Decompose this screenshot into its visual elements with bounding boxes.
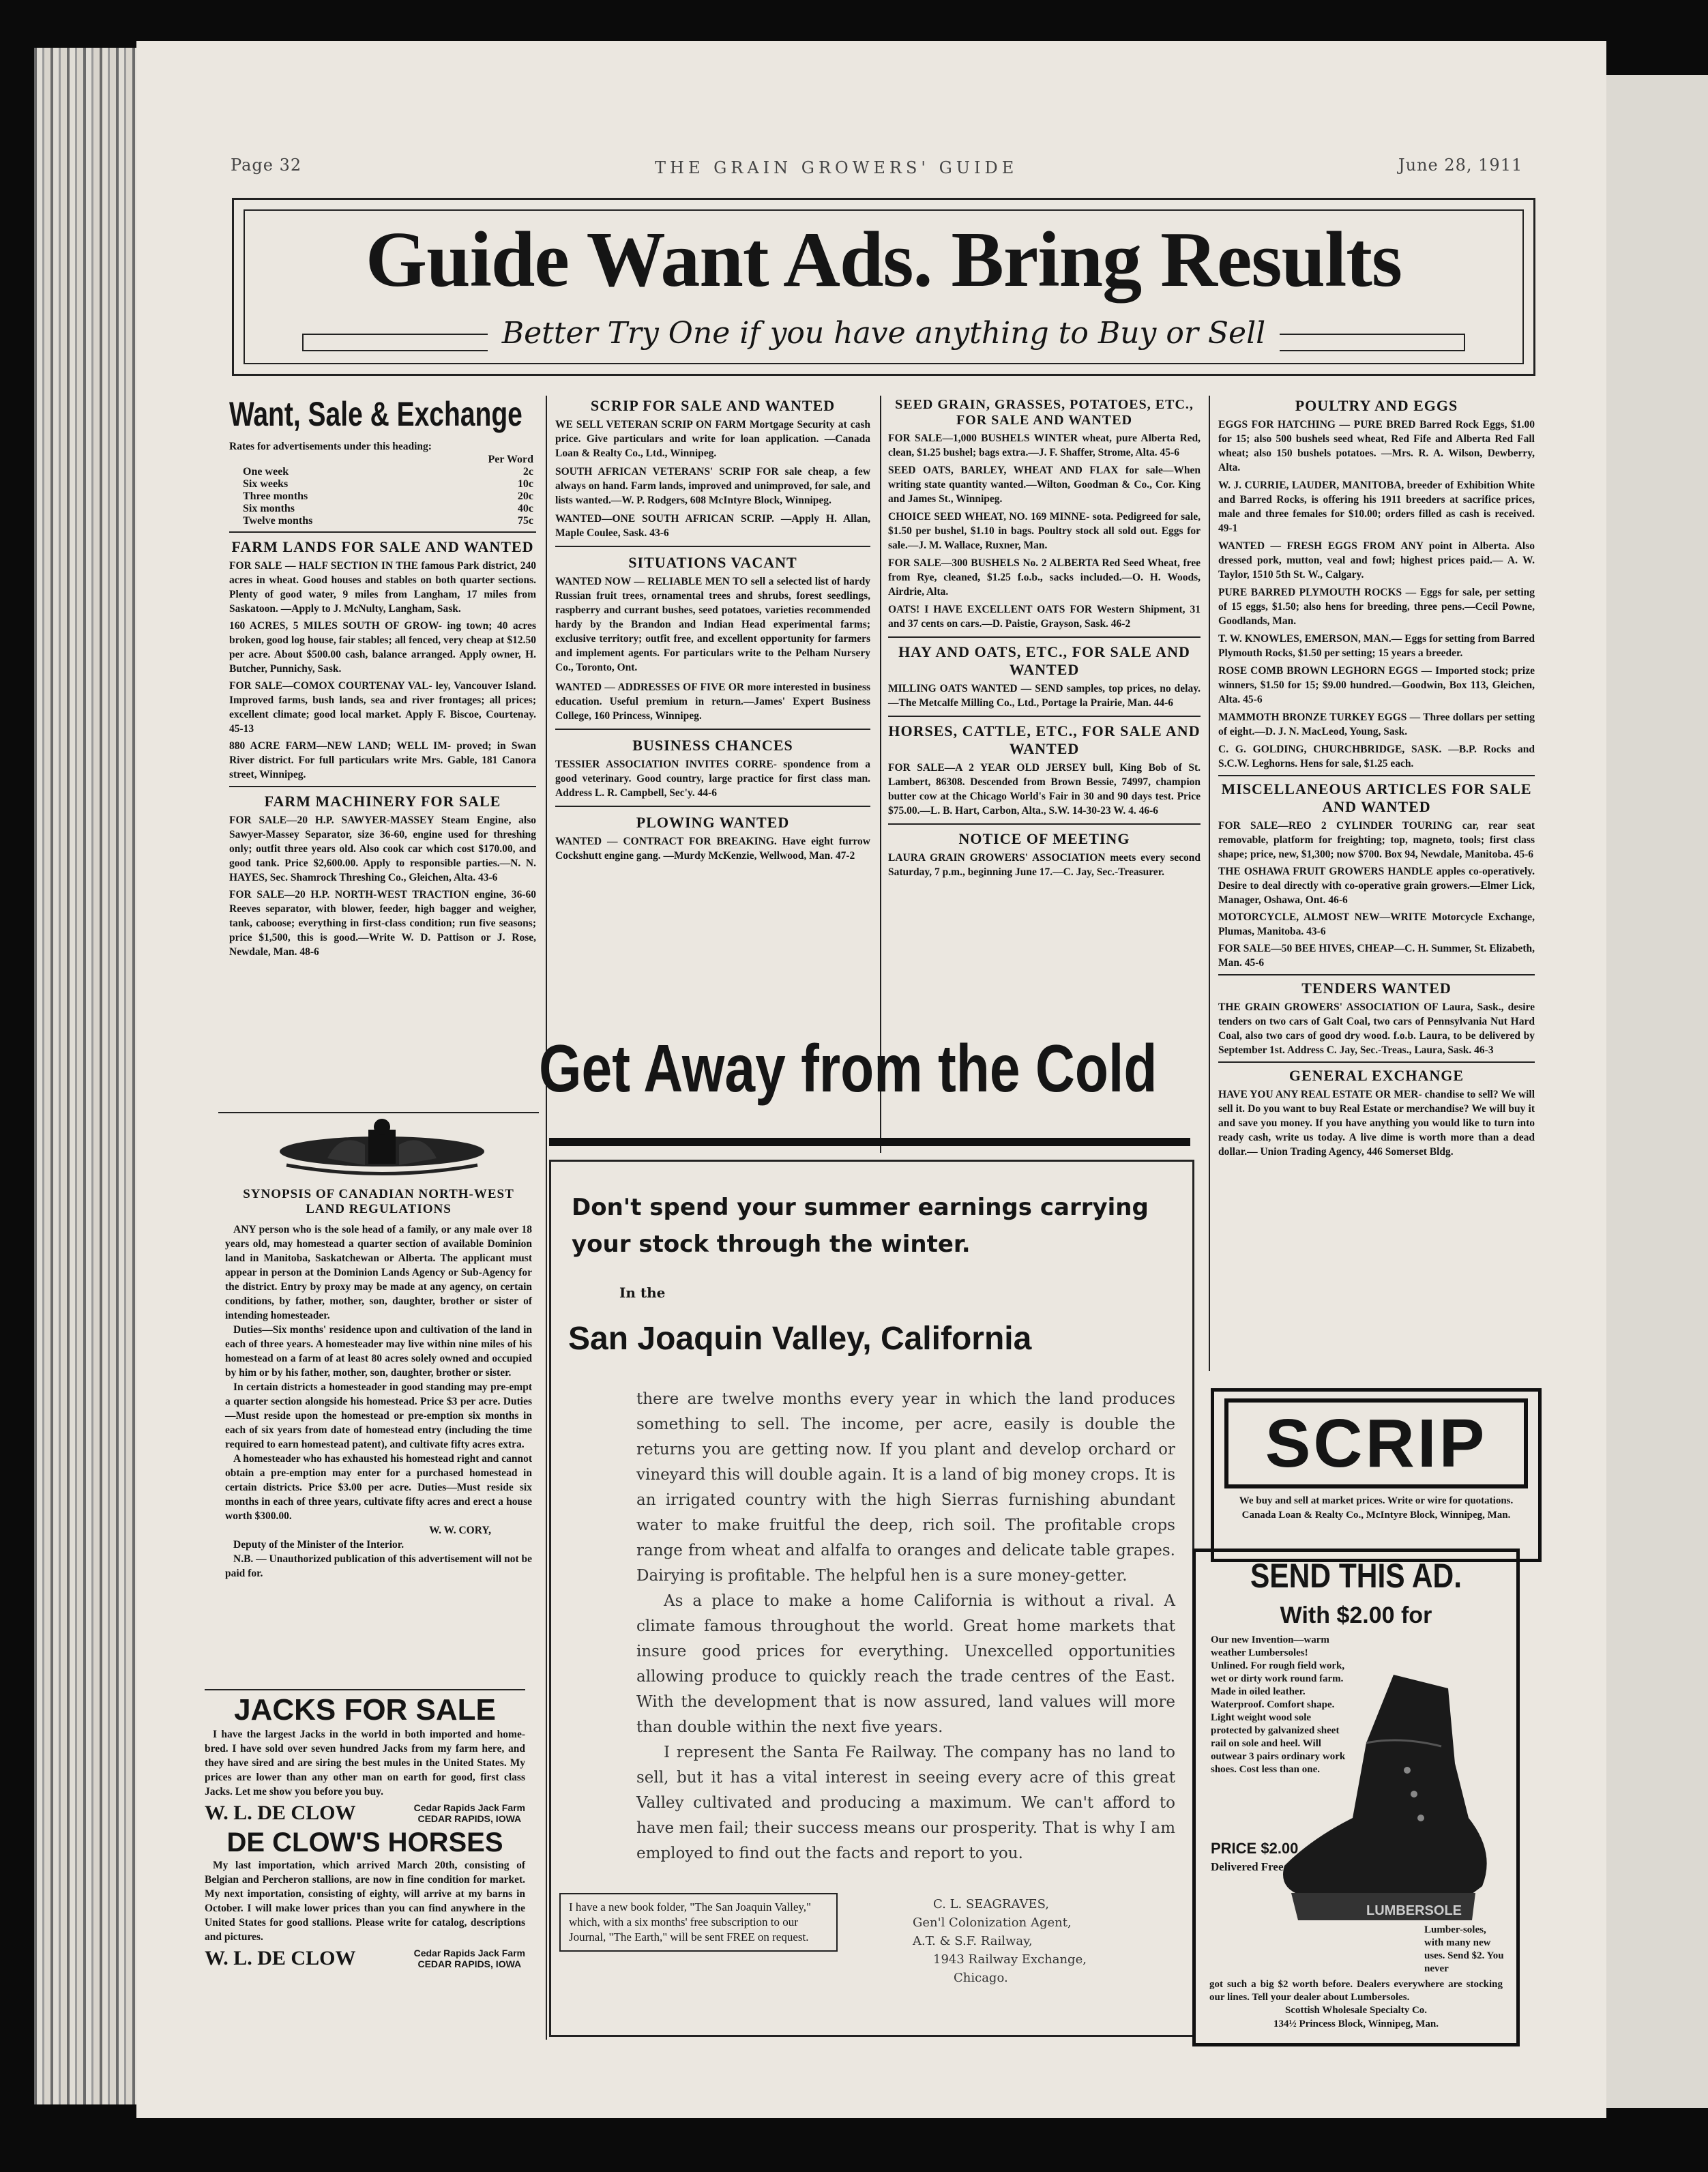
jacks-ad (205, 1689, 525, 1970)
ad-item: ROSE COMB BROWN LEGHORN EGGS — Imported stock; prize winners, $1.50 for 15; $9.00 hundred.—Goodwin, Box 113, Gleichen, Alta. 45-6 (1218, 665, 1535, 705)
cold-ad-rule (549, 1138, 1190, 1146)
ad-item: LAURA GRAIN GROWERS' ASSOCIATION meets every second Saturday, 7 p.m., beginning June 17.—C. Jay, Sec.-Treasurer. (888, 852, 1201, 878)
paper-title: THE GRAIN GROWERS' GUIDE (655, 158, 1018, 177)
send-ad-sub: With $2.00 for (1280, 1602, 1432, 1628)
cold-ad-in-the: In the (619, 1285, 666, 1301)
jacks-sig-farm: Cedar Rapids Jack Farm (413, 1802, 525, 1813)
cold-ad-box (549, 1160, 1194, 2037)
situations-title: SITUATIONS VACANT (628, 554, 797, 571)
jacks-sig-name: W. L. DE CLOW (205, 1802, 356, 1824)
jacks-title: JACKS FOR SALE (234, 1693, 496, 1727)
ad-item: HAVE YOU ANY REAL ESTATE OR MER- chandise to sell? We will sell it. Do you want to buy Real Estate or merchandise? We will buy it and save you money. If you have anything you would like to turn into ready cash, write us today. A live dime is worth more than a dead dollar.— Union Trading Agency, 446 Somerset Bldg. (1218, 1089, 1535, 1158)
cold-ad-paragraph: As a place to make a home California is without a rival. A climate famous throughout the world. Great home markets that insure good prices for everything. Unexcelled opportunities allowing produce to quickly reach the trade centres of the East. With the development that is now assured, land values will more than double within the next five years. (636, 1592, 1175, 1736)
jacks-body: I have the largest Jacks in the world in both imported and home-bred. I have sold over seven hundred Jacks from my farm here, and they have sired and are siring the best mules in the United States. My prices are lower than any other man on earth for good, first class Jacks. Let me show you before you buy. (205, 1729, 525, 1797)
scrip-title: SCRIP FOR SALE AND WANTED (590, 397, 836, 414)
ad-item: FOR SALE—20 H.P. NORTH-WEST TRACTION engine, 36-60 Reeves separator, with blower, feeder, high bagger and weigher, tank, caboose; everything in first-class condition; run five seasons; price $1,500, this is good.—Write W. D. Pattison or J. Rose, Newdale, Man. 48-6 (229, 889, 537, 958)
ad-item: FOR SALE — HALF SECTION IN THE famous Park district, 240 acres in wheat. Good houses and stables on both quarter sections. Plenty of good water, 9 miles from Langham, 17 miles from Saskatoon. —Apply to J. McNulty, Langham, Sask. (229, 560, 536, 615)
ad-item: MILLING OATS WANTED — SEND samples, top prices, no delay.—The Metcalfe Milling Co., Ltd., Portage la Prairie, Man. 44-6 (888, 683, 1201, 709)
synopsis-note: N.B. — Unauthorized publication of this advertisement will not be paid for. (225, 1553, 532, 1579)
column-4 (1218, 397, 1535, 1159)
boot-icon (1250, 1661, 1496, 1948)
sole-label: LUMBERSOLE (1366, 1903, 1462, 1918)
rates-header: Per Word (488, 454, 533, 465)
cold-ad-sig-address: 1943 Railway Exchange, (933, 1952, 1087, 1967)
tenders-title: TENDERS WANTED (1301, 980, 1452, 997)
synopsis-block (225, 1187, 532, 1581)
horses-sig-name: W. L. DE CLOW (205, 1947, 356, 1969)
cold-ad-sig-company: A.T. & S.F. Railway, (913, 1934, 1033, 1948)
ad-item: WANTED — FRESH EGGS FROM ANY point in Alberta. Also dressed pork, mutton, veal and fowl; highest prices paid.— A. W. Taylor, 1510 5th St. W., Calgary. (1218, 540, 1535, 581)
scrip-ad-body: We buy and sell at market prices. Write or wire for quotations. Canada Loan & Realty Co., McIntyre Block, Winnipeg, Man. (1239, 1495, 1514, 1521)
farm-lands-title: FARM LANDS FOR SALE AND WANTED (231, 538, 534, 555)
ad-item: CHOICE SEED WHEAT, NO. 169 MINNE- sota. Pedigreed for sale, $1.50 per bushel, $1.10 in bags. Poultry stock all sold out. Eggs for sale.—J. M. Wallace, Ruxner, Man. (888, 511, 1201, 551)
synopsis-signature: W. W. CORY, (429, 1525, 491, 1536)
ad-item: FOR SALE—50 BEE HIVES, CHEAP—C. H. Summer, St. Elizabeth, Man. 45-6 (1218, 943, 1535, 969)
ad-item: FOR SALE—REO 2 CYLINDER TOURING car, rear seat removable, platform for freighting; top, magneto, tools; first class shape; price, new, $1,300; now $700. Box 94, Newdale, Manitoba. 45-6 (1218, 820, 1535, 860)
ad-item: FOR SALE—COMOX COURTENAY VAL- ley, Vancouver Island. Improved farms, bush lands, sea and river frontages; all prices; excellent climate; good local market. Apply F. Biscoe, Courtenay. 45-13 (229, 680, 536, 735)
cold-ad-body (636, 1387, 1175, 1866)
rate-term: Six months (243, 503, 295, 514)
ad-item: WANTED—ONE SOUTH AFRICAN SCRIP. —Apply H. Allan, Maple Coulee, Sask. 43-6 (555, 513, 870, 539)
cold-ad-headline: Get Away from the Cold (539, 1031, 1158, 1106)
cold-ad-valley: San Joaquin Valley, California (568, 1321, 1032, 1357)
cold-ad-sig-name: C. L. SEAGRAVES, (933, 1897, 1050, 1911)
lumbersole-ad (1192, 1549, 1520, 2046)
ad-item: FOR SALE—300 BUSHELS No. 2 ALBERTA Red Seed Wheat, free from Rye, cleaned, $1.25 f.o.b., sacks included.—O. H. Woods, Airdrie, Alta. (888, 557, 1201, 598)
ad-item: 880 ACRE FARM—NEW LAND; WELL IM- proved; in Swan River district. For full particulars write Mrs. Gable, 181 Canora street, Winnipeg. (229, 740, 537, 780)
page-number: Page 32 (231, 156, 302, 175)
send-ad-address: 134½ Princess Block, Winnipeg, Man. (1273, 2019, 1439, 2029)
want-sale-title: Want, Sale & Exchange (229, 395, 522, 433)
cold-ad-signature (913, 1895, 1087, 1987)
meeting-title: NOTICE OF MEETING (958, 830, 1130, 847)
banner-tagline: Better Try One if you have anything to Buy or Sell (501, 316, 1266, 351)
synopsis-signature-title: Deputy of the Minister of the Interior. (233, 1539, 404, 1551)
ad-item: SOUTH AFRICAN VETERANS' SCRIP FOR sale cheap, a few always on hand. Farm lands, improved and unimproved, for sale, and lists wanted.—W. P. Rodgers, 608 McIntyre Block, Winnipeg. (555, 466, 871, 506)
ad-item: W. J. CURRIE, LAUDER, MANITOBA, breeder of Exhibition White and Barred Rocks, is offering his 1911 breeders at sacrifice prices, male and three females for $10.00; orders filled as cash is received. 49-1 (1218, 480, 1535, 534)
horses-sig-city: CEDAR RAPIDS, IOWA (417, 1958, 522, 1969)
book-spine (34, 48, 143, 2104)
ad-item: PURE BARRED PLYMOUTH ROCKS — Eggs for sale, per setting of 15 eggs, $1.50; also hens for breeding, three pens.—Cecil Powne, Goodlands, Man. (1218, 587, 1535, 627)
rate-term: Twelve months (243, 515, 313, 527)
want-ads-banner (232, 198, 1535, 376)
scrip-ad-headline: SCRIP (1224, 1398, 1528, 1488)
ad-item: FOR SALE—1,000 BUSHELS WINTER wheat, pure Alberta Red, clean, $1.25 bushel; bags extra.—J. F. Shaffer, Strome, Alta. 45-6 (888, 432, 1201, 458)
ad-item: C. G. GOLDING, CHURCHBRIDGE, SASK. —B.P. Rocks and S.C.W. Leghorns. Hens for sale, $1.25 each. (1218, 744, 1535, 769)
send-ad-body: Our new Invention—warm weather Lumbersoles! Unlined. For rough field work, wet or dirty work round farm. Made in oiled leather. Waterproof. Comfort shape. Light weight wood sole protected by galvanized sheet rail on sole and heel. Will outwear 3 pairs ordinary work shoes. Cost less than one. (1211, 1634, 1346, 1775)
ad-item: 160 ACRES, 5 MILES SOUTH OF GROW- ing town; 40 acres broken, good log house, fair stables; all fenced, very cheap at $12.50 per acre. About $500.00 cash, balance arranged. Apply owner, H. Butcher, Punnichy, Sask. (229, 620, 536, 675)
column-rule (1209, 396, 1210, 1371)
ad-item: THE GRAIN GROWERS' ASSOCIATION OF Laura, Sask., desire tenders on two cars of Galt Coal, two cars of Pennsylvania Nut Hard Coal, also two cars of good dry wood. f.o.b. Laura, to be delivered by September 1st. Address C. Jay, Sec.-Treas., Laura, Sask. 46-3 (1218, 1001, 1535, 1056)
cold-ad-paragraph: I represent the Santa Fe Railway. The company has no land to sell, but it has a vital interest in seeing every acre of this great Valley cultivated and producing a maximum. We can't afford to have men fail; their success means our prosperity. That is why I am employed to find out the facts and report to you. (636, 1744, 1175, 1862)
ad-item: EGGS FOR HATCHING — PURE BRED Barred Rock Eggs, $1.00 for 15; also 500 bushels seed wheat, Red Fife and Alberta Red Fall wheat; also 150 bushels potatoes. —Mrs. R. A. Wilson, Dewberry, Alta. (1218, 419, 1535, 473)
send-ad-company: Scottish Wholesale Specialty Co. (1284, 2005, 1428, 2016)
rate-price: 40c (517, 503, 533, 514)
rates-intro: Rates for advertisements under this heading: (229, 441, 432, 452)
cold-ad-intro: Don't spend your summer earnings carrying your stock through the winter. (572, 1194, 1149, 1258)
synopsis-title: SYNOPSIS OF CANADIAN NORTH-WEST LAND REGULATIONS (243, 1187, 514, 1216)
jacks-sig-city: CEDAR RAPIDS, IOWA (417, 1813, 522, 1824)
column-3 (888, 397, 1201, 879)
ad-item: FOR SALE—20 H.P. SAWYER-MASSEY Steam Engine, also Sawyer-Massey Separator, size 36-60, engine used for threshing only; outfit three years old. Also cook car which cost $170.00, and good tank. Price $2,600.00. Apply to responsible parties.—N. N. HAYES, Sec. Shamrock Threshing Co., Gleichen, Alta. 43-6 (229, 814, 536, 883)
ad-item: OATS! I HAVE EXCELLENT OATS FOR Western Shipment, 31 and 37 cents on cars.—D. Paistie, Grayson, Sask. 46-2 (888, 604, 1201, 630)
rate-term: One week (243, 466, 289, 478)
adjacent-page-edge (1606, 75, 1708, 2108)
poultry-title: POULTRY AND EGGS (1295, 397, 1458, 414)
ad-item: WE SELL VETERAN SCRIP ON FARM Mortgage Security at cash price. Give particulars and write for loan application. —Canada Loan & Realty Co., Ltd., Winnipeg. (555, 419, 871, 459)
synopsis-paragraph: Duties—Six months' residence upon and cultivation of the land in each of three years. A homesteader may live within nine miles of his homestead on a farm of at least 80 acres solely owned and occupied by him or by his father, mother, son, daughter, brother or sister. (225, 1324, 532, 1379)
plowing-title: PLOWING WANTED (636, 814, 790, 831)
cold-ad-book-box: I have a new book folder, "The San Joaquin Valley," which, with a six months' free subscription to our Journal, "The Earth," will be sent FREE on request. (559, 1893, 838, 1952)
send-ad-delivered: Delivered Free (1211, 1860, 1284, 1873)
page-date: June 28, 1911 (1398, 156, 1523, 175)
rate-term: Three months (243, 490, 308, 502)
ad-item: SEED OATS, BARLEY, WHEAT AND FLAX for sale—When writing state quantity wanted.—Wilton, Goodman & Co., Cor. King and James St., Winnipeg. (888, 465, 1201, 505)
cold-ad-paragraph: there are twelve months every year in which the land produces something to sell. The income, per acre, easily is double the returns you are getting now. If you plant and develop orchard or vineyard this will double again. It is a land of big money crops. It is an irrigated country with the high Sierras furnishing abundant water to make fruitful the deep, rich soil. The profitable crops range from wheat and alfalfa to oranges and delicate table grapes. Dairying is profitable. The helpful hen is a sure money-getter. (636, 1390, 1175, 1585)
ad-item: WANTED NOW — RELIABLE MEN TO sell a selected list of hardy Russian fruit trees, ornamental trees and shrubs, forest seedlings, raspberry and currant bushes, seed potatoes, varieties recommended hardy by the Brandon and Indian Head experimental farms; exclusive territory; outfit free, and excellent opportunity for farmers and implement agents. For particulars write to the Pelham Nursery Co., Toronto, Ont. (555, 576, 870, 673)
hay-title: HAY AND OATS, ETC., FOR SALE AND WANTED (898, 643, 1190, 678)
exchange-title: GENERAL EXCHANGE (1289, 1067, 1464, 1084)
rate-price: 2c (522, 466, 533, 478)
misc-title: MISCELLANEOUS ARTICLES FOR SALE AND WANTED (1221, 780, 1532, 815)
ad-item: FOR SALE—A 2 YEAR OLD JERSEY bull, King Bob of St. Lambert, 86308. Descended from Brown Bessie, 74997, champion butter cow at the Chicago World's Fair in 30 and 90 days test. Price $75.00.—L. B. Hart, Carbon, Alta., S.W. 14-30-23 W. 4. 46-6 (888, 762, 1201, 817)
rate-term: Six weeks (243, 478, 289, 490)
send-ad-price: PRICE $2.00 (1211, 1840, 1299, 1857)
synopsis-paragraph: A homesteader who has exhausted his homestead right and cannot obtain a pre-emption may enter for a purchased homestead in certain districts. Price $3.00 per acre. Duties—Must reside six months in each of three years, cultivate fifty acres and erect a house worth $300.00. (225, 1453, 532, 1522)
ad-item: WANTED — CONTRACT FOR BREAKING. Have eight furrow Cockshutt engine gang. —Murdy McKenzie, Wellwood, Man. 47-2 (555, 836, 870, 862)
rates-table (229, 454, 536, 527)
column-1 (229, 394, 536, 959)
send-ad-headline: SEND THIS AD. (1250, 1557, 1462, 1595)
banner-headline: Guide Want Ads. Bring Results (365, 216, 1402, 304)
synopsis-paragraph: ANY person who is the sole head of a family, or any male over 18 years old, may homestead a quarter section of available Dominion land in Manitoba, Saskatchewan or Alberta. The applicant must appear in person at the Dominion Lands Agency or Sub-Agency for the district. Entry by proxy may be made at any agency, on certain conditions, by father, mother, son, daughter, brother or sister of intending homesteader. (225, 1224, 532, 1321)
ad-item: MOTORCYCLE, ALMOST NEW—WRITE Motorcycle Exchange, Plumas, Manitoba. 43-6 (1218, 911, 1535, 937)
ad-item: WANTED — ADDRESSES OF FIVE OR more interested in business education. Useful premium in return.—James' Expert Business College, 160 Princess, Winnipeg. (555, 681, 871, 722)
horses-sig-farm: Cedar Rapids Jack Farm (413, 1948, 525, 1958)
horses-title: DE CLOW'S HORSES (226, 1828, 503, 1858)
ad-item: T. W. KNOWLES, EMERSON, MAN.— Eggs for setting from Barred Plymouth Rocks, $1.50 per setting; 15 years a breeder. (1218, 633, 1535, 659)
business-title: BUSINESS CHANCES (632, 737, 793, 754)
rate-price: 75c (517, 515, 533, 527)
coat-of-arms-icon (246, 1117, 518, 1179)
ad-item: THE OSHAWA FRUIT GROWERS HANDLE apples co-operatively. Desire to deal directly with co-operative grain growers.—Elmer Lick, Manager, Oshawa, Ont. 46-6 (1218, 866, 1535, 906)
horses-cattle-title: HORSES, CATTLE, ETC., FOR SALE AND WANTED (888, 722, 1201, 757)
horses-body: My last importation, which arrived March 20th, consisting of Belgian and Percheron stallions, are now in fine condition for market. My next importation, consisting of eighty, will arrive at my barns in October. I will make lower prices than you can find anywhere in the United States for good stallions. Please write for catalog, descriptions and pictures. (205, 1860, 525, 1943)
column-rule (546, 396, 547, 2040)
column-2 (555, 397, 870, 863)
ad-item: TESSIER ASSOCIATION INVITES CORRE- spondence from a good veterinary. Good country, large practice for first class man. Address L. R. Campbell, Sec'y. 44-6 (555, 759, 870, 799)
scrip-ad (1211, 1388, 1542, 1562)
send-ad-side: Lumber-soles, with many new uses. Send $2. You never (1424, 1924, 1504, 1974)
cold-ad-sig-city: Chicago. (954, 1971, 1008, 1985)
send-ad-footer: got such a big $2 worth before. Dealers everywhere are stocking our lines. Tell your dealer about Lumbersoles. (1209, 1979, 1503, 2003)
ad-item: MAMMOTH BRONZE TURKEY EGGS — Three dollars per setting of eight.—D. J. N. MacLeod, Young, Sask. (1218, 711, 1535, 737)
cold-ad-sig-title: Gen'l Colonization Agent, (913, 1916, 1072, 1930)
rate-price: 20c (517, 490, 533, 502)
machinery-title: FARM MACHINERY FOR SALE (264, 793, 501, 810)
synopsis-paragraph: In certain districts a homesteader in good standing may pre-empt a quarter section alongside his homestead. Price $3 per acre. Duties—Must reside upon the homestead or pre-emption six months in each of six years from date of homestead entry (including the time required to earn homestead patent), and cultivate fifty acres extra. (225, 1381, 532, 1450)
rate-price: 10c (517, 478, 533, 490)
seed-title: SEED GRAIN, GRASSES, POTATOES, ETC., FOR SALE AND WANTED (895, 397, 1194, 428)
